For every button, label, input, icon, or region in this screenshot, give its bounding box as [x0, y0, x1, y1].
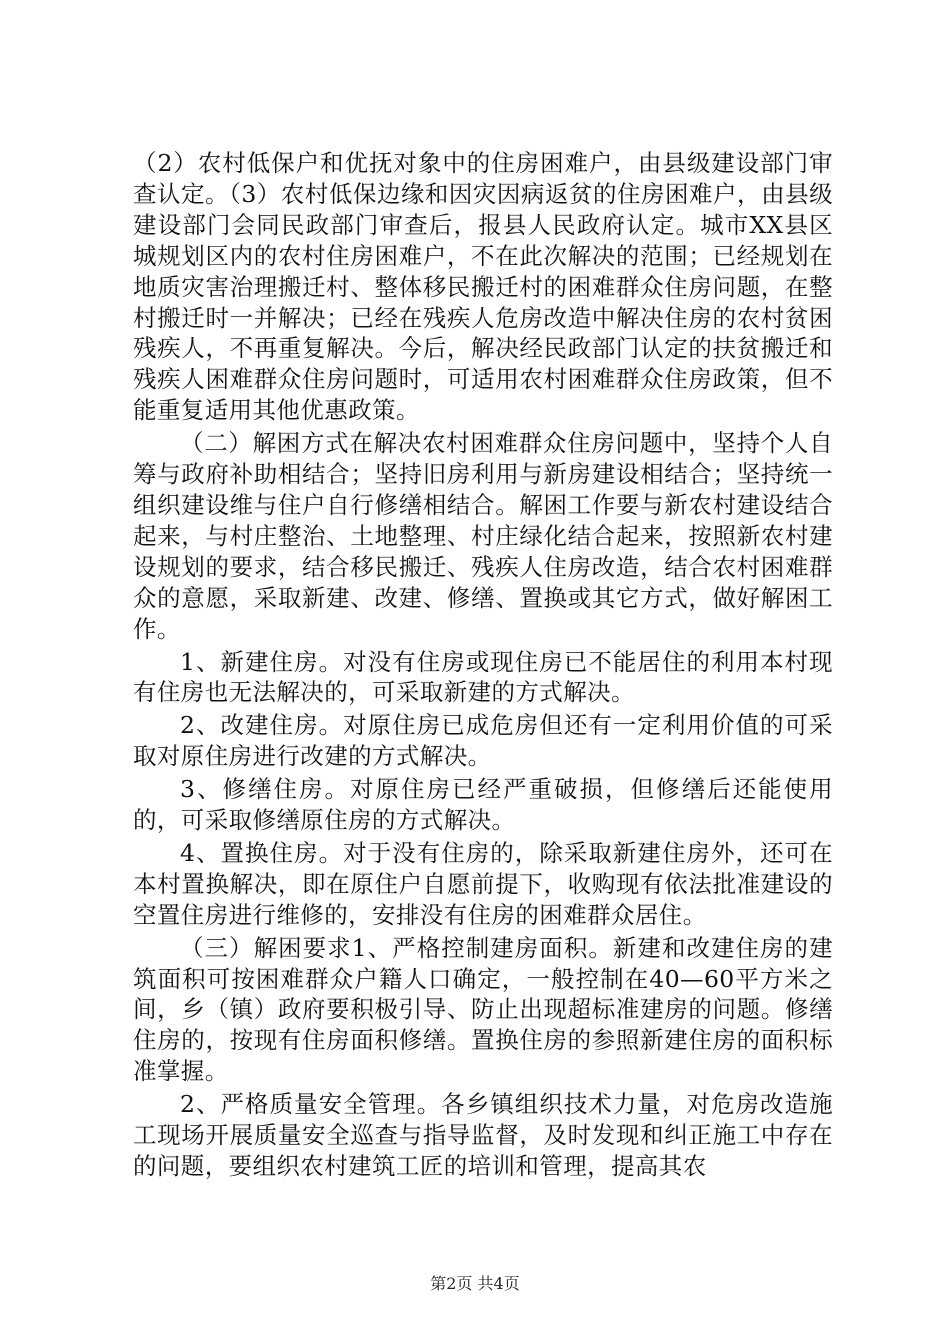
paragraph-repair: 3、修缮住房。对原住房已经严重破损，但修缮后还能使用的，可采取修缮原住房的方式解决。 — [133, 775, 833, 835]
document-body — [133, 148, 833, 1184]
paragraph-eligibility: （2）农村低保户和优抚对象中的住房困难户，由县级建设部门审查认定。（3）农村低保边缘和因灾因病返贫的住房困难户，由县级建设部门会同民政部门审查后，报县人民政府认定。城市XX县区城规划区内的农村住房困难户，不在此次解决的范围；已经规划在地质灾害治理搬迁村、整体移民搬迁村的困难群众住房问题，在整村搬迁时一并解决；已经在残疾人危房改造中解决住房的农村贫困残疾人，不再重复解决。今后，解决经民政部门认定的扶贫搬迁和残疾人困难群众住房问题时，可适用农村困难群众住房政策，但不能重复适用其他优惠政策。 — [133, 149, 833, 425]
paragraph-quality-safety: 2、严格质量安全管理。各乡镇组织技术力量，对危房改造施工现场开展质量安全巡查与指导监督，及时发现和纠正施工中存在的问题，要组织农村建筑工匠的培训和管理，提高其农 — [133, 1090, 833, 1180]
paragraph-requirements: （三）解困要求1、严格控制建房面积。新建和改建住房的建筑面积可按困难群众户籍人口确定，一般控制在40—60平方米之间，乡（镇）政府要积极引导、防止出现超标准建房的问题。修缮住房的，按现有住房面积修缮。置换住房的参照新建住房的面积标准掌握。 — [133, 933, 833, 1086]
page-footer: 第2页 共4页 — [430, 1274, 520, 1293]
paragraph-rebuild: 2、改建住房。对原住房已成危房但还有一定利用价值的可采取对原住房进行改建的方式解决。 — [133, 711, 833, 771]
paragraph-new-construction: 1、新建住房。对没有住房或现住房已不能居住的利用本村现有住房也无法解决的，可采取新建的方式解决。 — [133, 647, 833, 707]
paragraph-relief-methods: （二）解困方式在解决农村困难群众住房问题中，坚持个人自筹与政府补助相结合；坚持旧房利用与新房建设相结合；坚持统一组织建设维与住户自行修缮相结合。解困工作要与新农村建设结合起来，与村庄整治、土地整理、村庄绿化结合起来，按照新农村建设规划的要求，结合移民搬迁、残疾人住房改造，结合农村困难群众的意愿，采取新建、改建、修缮、置换或其它方式，做好解困工作。 — [133, 429, 833, 643]
paragraph-replacement: 4、置换住房。对于没有住房的，除采取新建住房外，还可在本村置换解决，即在原住户自愿前提下，收购现有依法批准建设的空置住房进行维修的，安排没有住房的困难群众居住。 — [133, 838, 833, 929]
